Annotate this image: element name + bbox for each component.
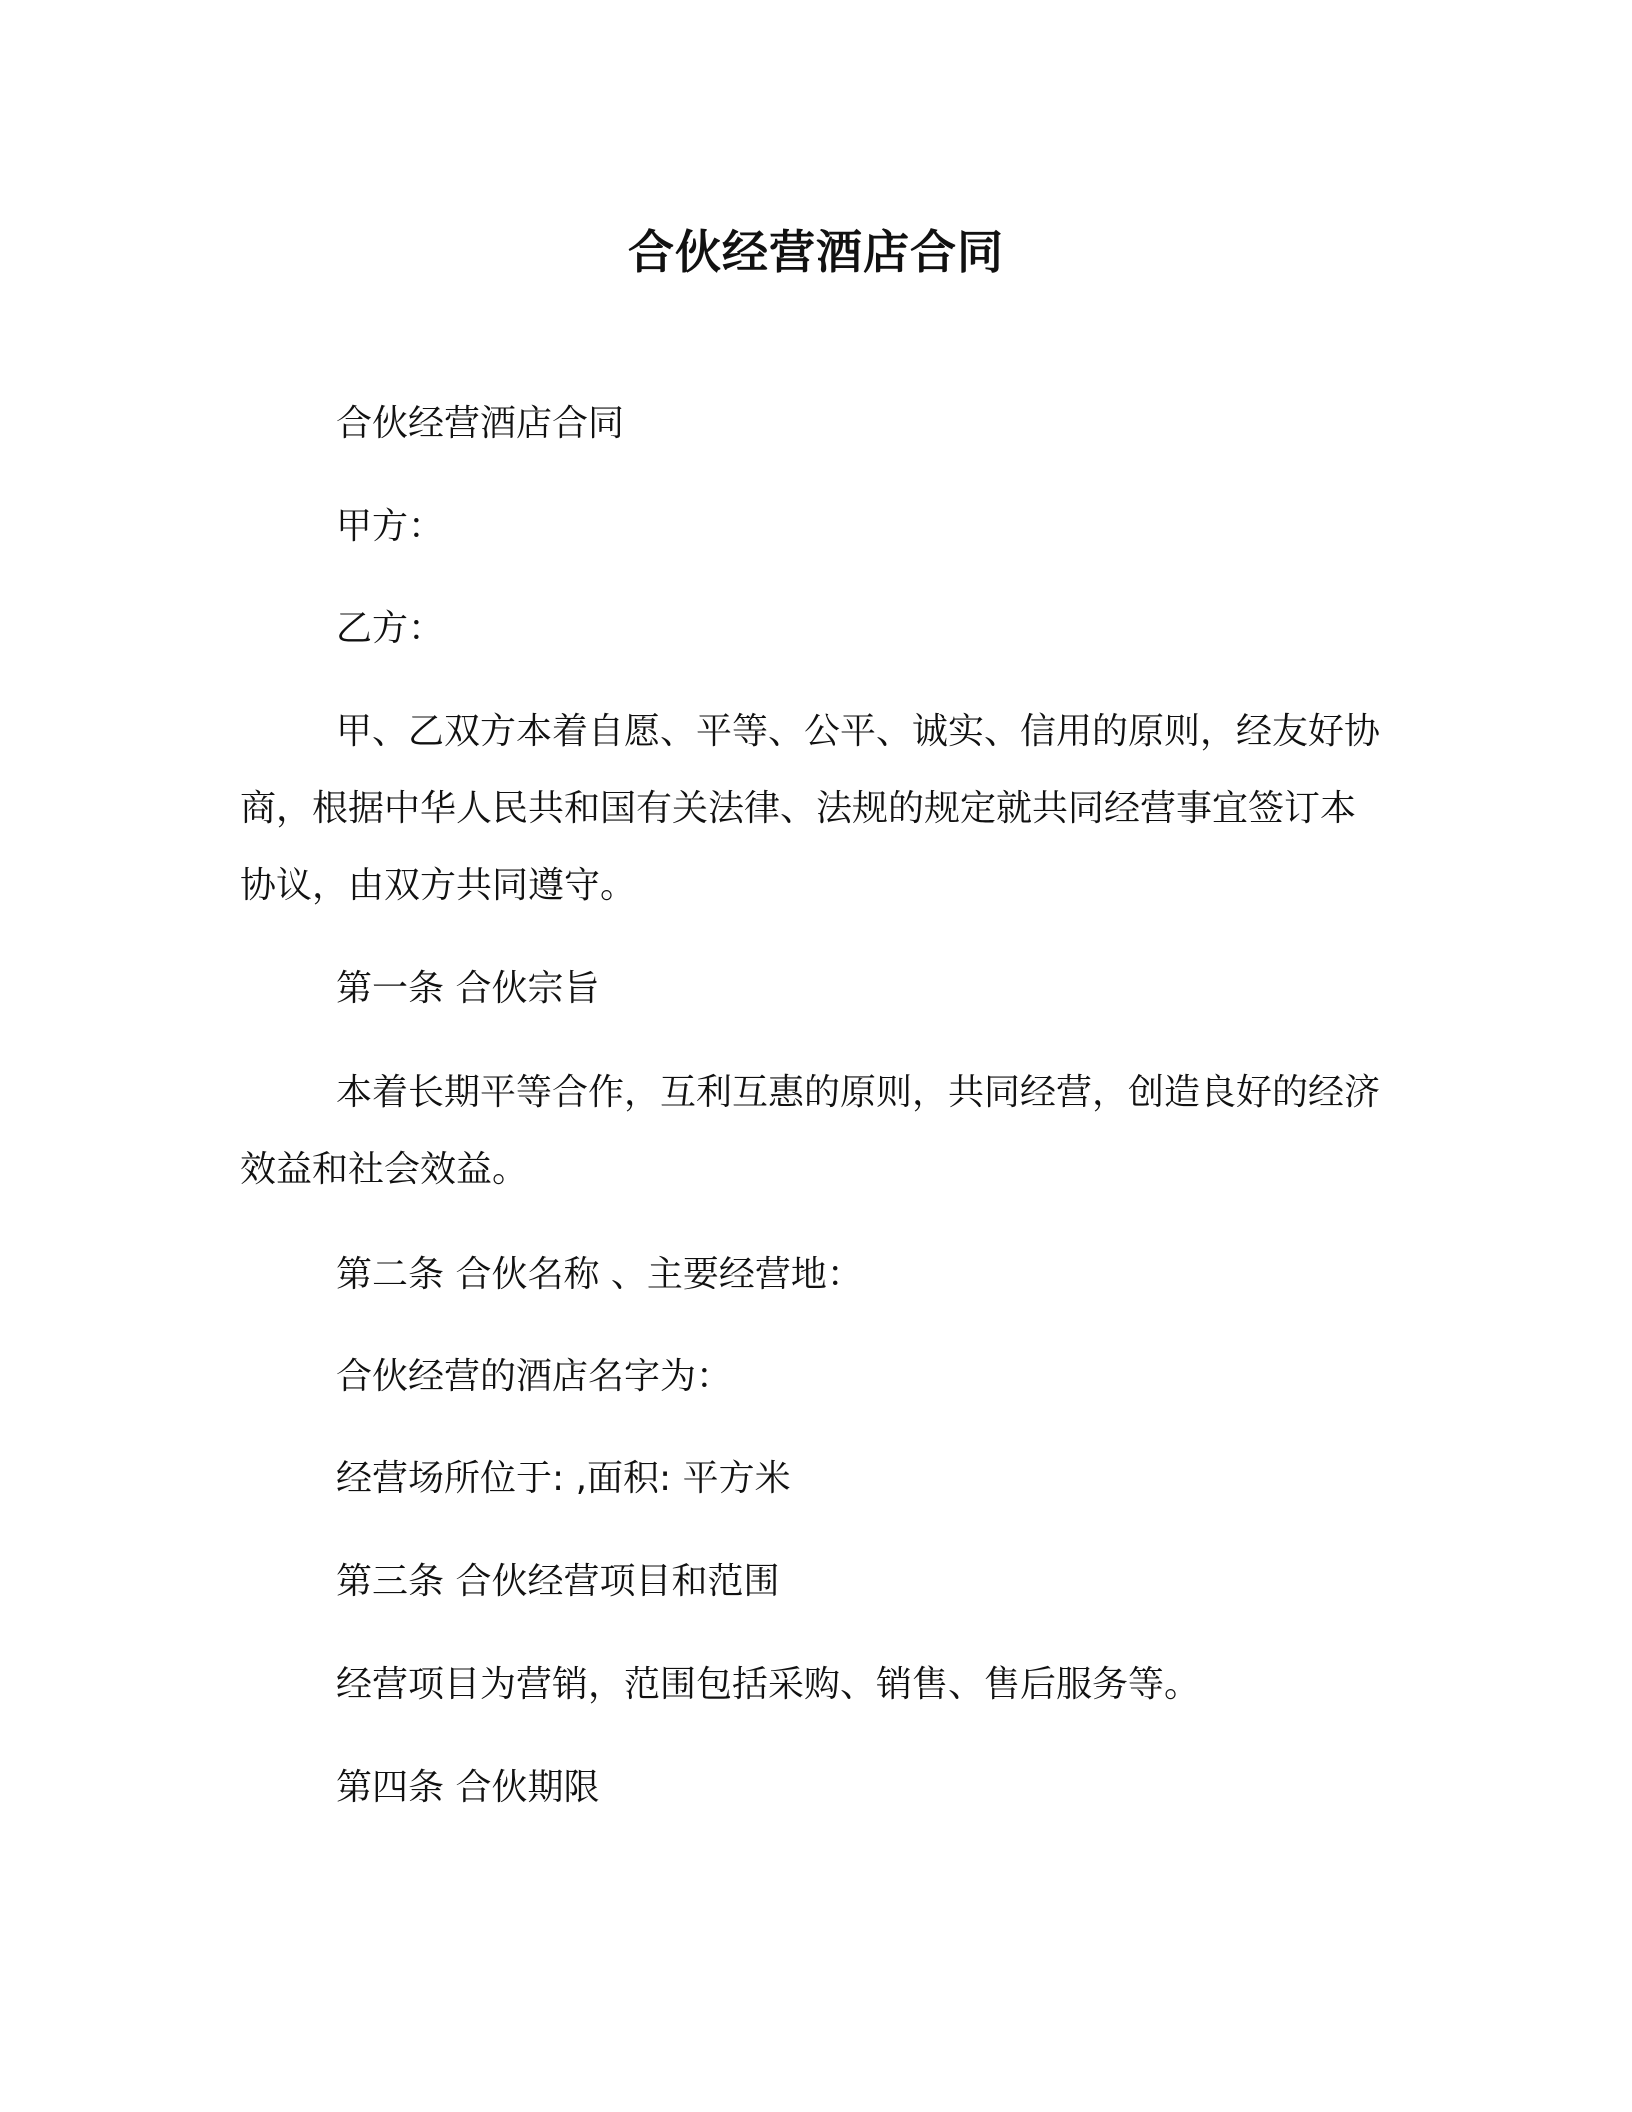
paragraph-article-2-location: 经营场所位于: ,面积: 平方米 (336, 1458, 791, 1499)
paragraph-article-1-body: 本着长期平等合作，互利互惠的原则，共同经营，创造良好的经济效益和社会效益。 (240, 1072, 1381, 1190)
paragraph-party-a: 甲方： (336, 506, 445, 547)
paragraph-party-b: 乙方： (336, 608, 445, 649)
document-title: 合伙经营酒店合同 (628, 225, 1004, 279)
paragraph-article-3-body: 经营项目为营销，范围包括采购、销售、售后服务等。 (336, 1664, 1201, 1705)
paragraph-preamble: 甲、乙双方本着自愿、平等、公平、诚实、信用的原则，经友好协商，根据中华人民共和国有关法律、法规的规定就共同经营事宜签订本协议，由双方共同遵守。 (240, 711, 1381, 906)
paragraph-article-2-title: 第二条 合伙名称 、主要经营地： (336, 1254, 863, 1295)
paragraph-article-3-title: 第三条 合伙经营项目和范围 (336, 1561, 780, 1602)
paragraph-article-2-name: 合伙经营的酒店名字为： (336, 1356, 733, 1397)
paragraph-article-1-title: 第一条 合伙宗旨 (336, 968, 600, 1009)
paragraph-article-4-title: 第四条 合伙期限 (336, 1767, 600, 1808)
paragraph-heading: 合伙经营酒店合同 (336, 403, 625, 444)
